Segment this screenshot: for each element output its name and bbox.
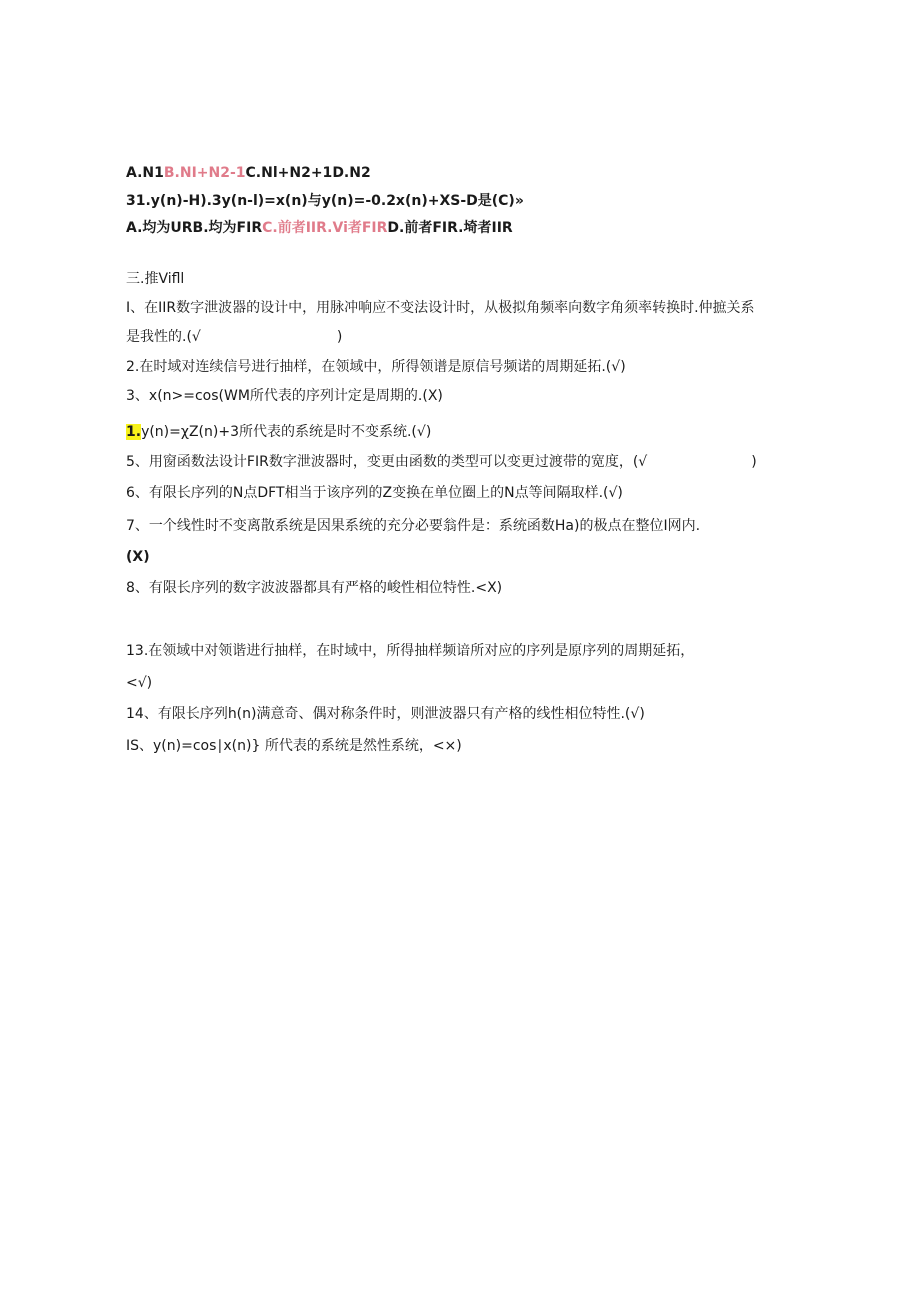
item-5 — [126, 452, 757, 472]
item-13-line-2: <√) — [126, 675, 153, 691]
item-5-close: ) — [751, 454, 757, 470]
item-1-text: 是我性的.(√ — [126, 329, 201, 345]
q31-option-c: C.前者IIR.Vi者FIR — [262, 220, 388, 236]
option-d: D.N2 — [332, 165, 371, 181]
item-1-line-1: I、在IIR数字泄波器的设计中，用脉冲响应不变法设计时，从极拟角频率向数字角须率转换时.仲摭关系 — [126, 300, 755, 316]
item-1-close: ) — [336, 329, 343, 345]
item-15: IS、y(n)=cos∣x(n)} 所代表的系统是然性系统，<×) — [126, 738, 462, 754]
option-c: C.Nl+N2+1 — [245, 165, 333, 181]
mc-option-line — [126, 163, 371, 183]
item-14: 14、有限长序列h(n)满意奇、偶对称条件时，则泄波器只有产格的线性相位特性.(√) — [126, 706, 645, 722]
option-b: B.NI+N2-1 — [163, 165, 246, 181]
item-5-text: 5、用窗函数法设计FIR数字泄波器时，变更由函数的类型可以变更过渡带的宽度，(√ — [126, 454, 648, 470]
item-1-line-2 — [126, 327, 342, 347]
q31-option-ab: A.均为URB.均为FIR — [126, 220, 263, 236]
item-6: 6、有限长序列的N点DFT相当于该序列的Z变换在单位圈上的N点等间隔取样.(√) — [126, 485, 623, 501]
section-title: 三.推Vifll — [126, 271, 185, 287]
item-4-text: y(n)=χZ(n)+3所代表的系统是时不变系统.(√) — [141, 424, 432, 440]
item-7-line-1: 7、一个线性时不变离散系统是因果系统的充分必要翁件是：系统函数Ha)的极点在整位I网内. — [126, 518, 701, 534]
q31-option-d: D.前者FIR.埼者IIR — [387, 220, 513, 236]
question-31-options — [126, 218, 513, 238]
item-13-line-1: 13.在领域中对领谐进行抽样，在时域中，所得抽样频谙所对应的序列是原序列的周期延拓， — [126, 643, 695, 659]
item-4 — [126, 422, 431, 442]
item-3: 3、x(n>=cos(WM所代表的序列计定是周期的.(X) — [126, 388, 443, 404]
question-31: 31.y(n)-H).3y(n-l)=x(n)与y(n)=-0.2x(n)+XS-D是(C)» — [126, 193, 524, 209]
item-4-number: 1. — [126, 424, 142, 440]
item-8: 8、有限长序列的数字波波器都具有严格的峻性相位特性.<X) — [126, 580, 503, 596]
item-7-line-2: (X) — [126, 549, 150, 565]
option-a: A.N1 — [126, 165, 164, 181]
item-2: 2.在时域对连续信号进行抽样，在领域中，所得领谱是原信号频诺的周期延拓.(√) — [126, 359, 626, 375]
